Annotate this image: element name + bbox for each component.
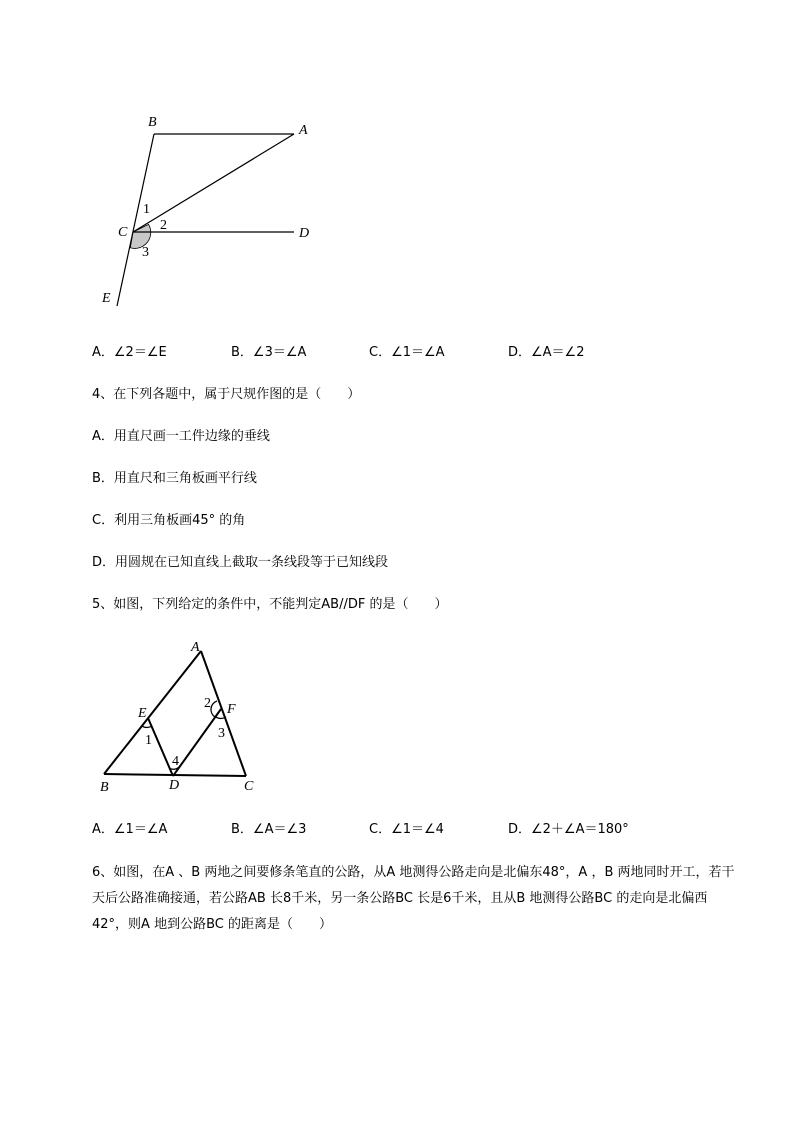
q4-option-b[interactable]: B．用直尺和三角板画平行线 [92,471,257,486]
label-C: C [244,779,254,794]
label-E: E [102,291,111,306]
segment-DF [173,709,221,776]
label-B: B [148,115,157,130]
arc-3 [216,717,226,719]
label-A: A [191,640,200,655]
line-BE [117,134,154,306]
label-D: D [169,778,180,793]
label-C: C [118,225,128,240]
q5-stem: 5、如图，下列给定的条件中，不能判定AB//DF 的是（ ） [92,597,448,612]
label-A: A [299,123,308,138]
q4-option-a[interactable]: A．用直尺画一工件边缘的垂线 [92,429,270,444]
label-F: F [227,702,236,717]
q5-option-a[interactable]: A．∠1＝∠A [92,822,168,837]
q5-option-d[interactable]: D．∠2＋∠A＝180° [508,822,629,837]
q5-option-c[interactable]: C．∠1＝∠4 [369,822,444,837]
label-angle-3: 3 [218,726,225,741]
label-E: E [138,706,147,721]
label-angle-1: 1 [145,733,152,748]
q4-option-d[interactable]: D．用圆规在已知直线上截取一条线段等于已知线段 [92,555,389,570]
q3-option-a[interactable]: A．∠2＝∠E [92,345,167,360]
q4-stem: 4、在下列各题中，属于尺规作图的是（ ） [92,387,361,402]
q3-option-c[interactable]: C．∠1＝∠A [369,345,445,360]
label-angle-2: 2 [204,696,211,711]
label-angle-2: 2 [160,218,167,233]
arc-1 [142,726,152,728]
side-AC [201,651,246,776]
label-angle-4: 4 [172,754,179,769]
label-B: B [100,780,109,795]
figure-1-angles [95,110,335,320]
q3-option-b[interactable]: B．∠3＝∠A [231,345,307,360]
q4-option-c[interactable]: C．利用三角板画45° 的角 [92,513,246,528]
line-CA [133,134,294,232]
label-D: D [299,226,310,241]
label-angle-1: 1 [143,202,150,217]
label-angle-3: 3 [142,245,149,260]
q5-option-b[interactable]: B．∠A＝∠3 [231,822,307,837]
q6-text: 6、如图，在A 、B 两地之间要修条笔直的公路，从A 地测得公路走向是北偏东48°，A ，B 两地同时开工，若干天后公路准确接通，若公路AB 长8千米，另一条公路BC 长是6千米，且从B 地测得公路BC 的走向是北偏西42°，则A 地到公路BC 的距离是（ ） [92,865,735,932]
figure-2-triangle [95,635,270,800]
q3-option-d[interactable]: D．∠A＝∠2 [508,345,585,360]
